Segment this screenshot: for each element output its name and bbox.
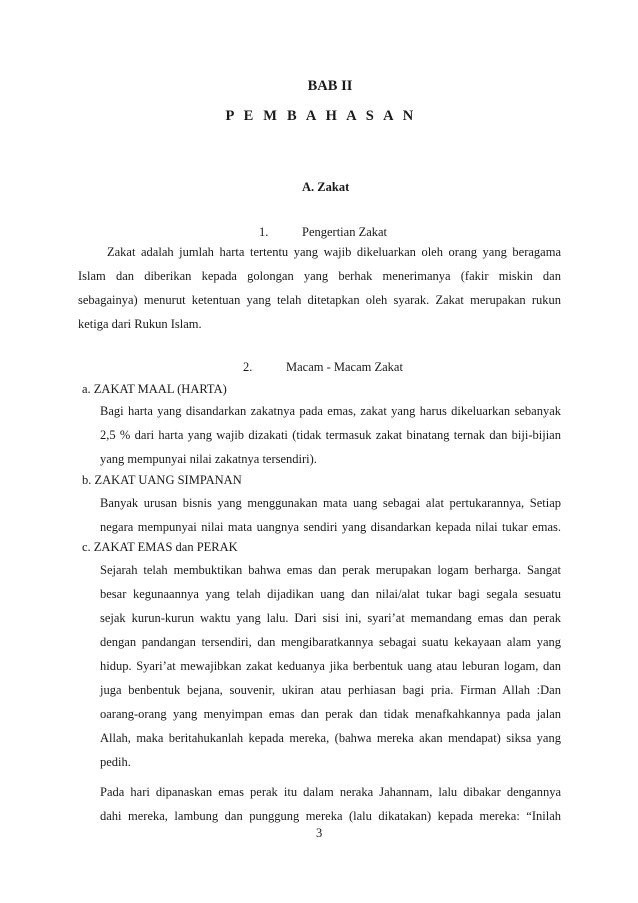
- item-a-heading: a. ZAKAT MAAL (HARTA): [82, 382, 227, 396]
- item-b-line: negara mempunyai nilai mata uangnya sendiri yang disandarkan kepada nilai tukar emas.: [100, 520, 561, 534]
- subsection-1-number: 1.: [259, 225, 269, 239]
- item-c-line: oarang-orang yang menyimpan emas dan perak dan tidak menafkahkannya pada jalan: [100, 707, 561, 721]
- subsection-1-title: Pengertian Zakat: [302, 225, 388, 239]
- chapter-title: P E M B A H A S A N: [225, 108, 417, 124]
- chapter-heading: BAB II: [307, 78, 353, 94]
- item-c-line: dengan pandangan tersendiri, dan mengibaratkannya sebagai suatu kekayaan alam yang: [100, 635, 561, 649]
- para1-line: ketiga dari Rukun Islam.: [78, 317, 202, 331]
- para1-line: sebagainya) menurut ketentuan yang telah ditetapkan oleh syarak. Zakat merupakan rukun: [78, 293, 561, 307]
- item-c-line: juga benbentuk bejana, souvenir, ukiran atau perhiasan bagi pria. Firman Allah :Dan: [100, 683, 561, 697]
- item-c-line: Sejarah telah membuktikan bahwa emas dan perak merupakan logam berharga. Sangat: [100, 563, 561, 577]
- para1-line: Islam dan diberikan kepada golongan yang berhak menerimanya (fakir miskin dan: [78, 269, 561, 283]
- item-c-line: pedih.: [100, 755, 131, 769]
- item-c-line: Allah, maka beritahukanlah kepada mereka, (bahwa mereka akan mendapat) siksa yang: [100, 731, 561, 745]
- item-c-line: besar kegunaannya yang telah dijadikan uang dan nilai/alat tukar bagi segala sesuatu: [100, 587, 561, 601]
- item-c-line: sejak kurun-kurun waktu yang lalu. Dari sisi ini, syari’at memandang emas dan perak: [100, 611, 561, 625]
- item-c-heading: c. ZAKAT EMAS dan PERAK: [82, 540, 238, 554]
- item-a-line: Bagi harta yang disandarkan zakatnya pada emas, zakat yang harus dikeluarkan sebanyak: [100, 404, 561, 418]
- para1-line: Zakat adalah jumlah harta tertentu yang wajib dikeluarkan oleh orang yang beragama: [107, 245, 561, 259]
- subsection-2-title: Macam - Macam Zakat: [286, 360, 403, 374]
- para-last-line: Pada hari dipanaskan emas perak itu dalam neraka Jahannam, lalu dibakar dengannya: [100, 785, 561, 799]
- page-number: 3: [316, 826, 323, 840]
- item-a-line: 2,5 % dari harta yang wajib dizakati (tidak termasuk zakat binatang ternak dan biji-bijian: [100, 428, 561, 442]
- item-c-line: hidup. Syari’at mewajibkan zakat keduanya jika berbentuk uang atau leburan logam, dan: [100, 659, 561, 673]
- para-last-line: dahi mereka, lambung dan punggung mereka (lalu dikatakan) kepada mereka: “Inilah: [100, 809, 561, 823]
- section-a-heading: A. Zakat: [302, 180, 350, 194]
- subsection-2-number: 2.: [243, 360, 253, 374]
- item-a-line: yang mempunyai nilai zakatnya tersendiri).: [100, 452, 317, 466]
- item-b-heading: b. ZAKAT UANG SIMPANAN: [82, 473, 242, 487]
- item-b-line: Banyak urusan bisnis yang menggunakan mata uang sebagai alat pertukarannya, Setiap: [100, 496, 561, 510]
